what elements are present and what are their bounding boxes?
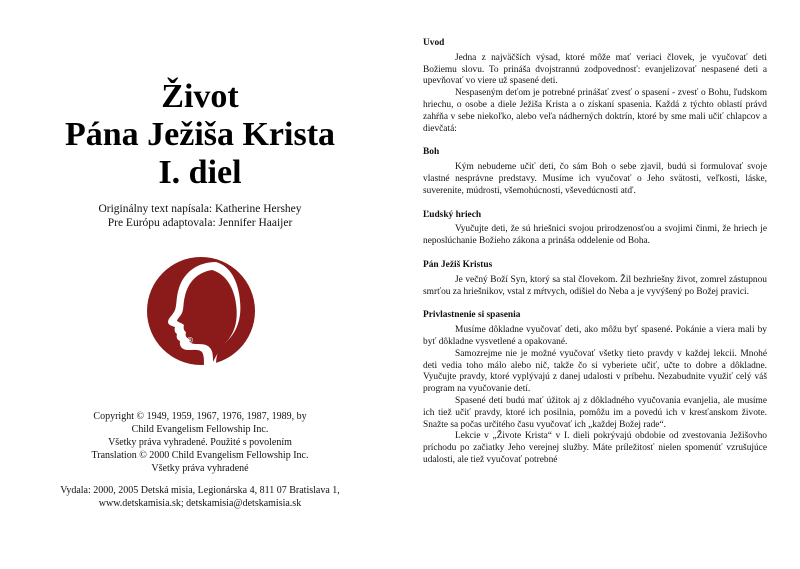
paragraph: Lekcie v „Živote Krista“ v I. dieli pokrývajú obdobie od zvestovania Ježišovho príchodu po začiatky Jeho verejnej služby. Máte príležitosť nielen spomenúť vzrušujúce udalosti, ale tiež vyučovať potrebné bbox=[423, 431, 767, 465]
copyright-line-4: Translation © 2000 Child Evangelism Fellowship Inc. bbox=[91, 450, 309, 461]
publisher-line-2: www.detskamisia.sk; detskamisia@detskamisia.sk bbox=[98, 498, 302, 509]
section-ludsky-hriech bbox=[423, 210, 767, 248]
paragraph: Vyučujte deti, že sú hriešnici svojou prirodzenosťou a svojimi činmi, že hriech je neposlúchanie Božieho zákona a prináša oddelenie od Boha. bbox=[423, 224, 767, 247]
section-heading: Úvod bbox=[423, 38, 445, 48]
publisher-line-1: Vydala: 2000, 2005 Detská misia, Legionárska 4, 811 07 Bratislava 1, bbox=[60, 485, 340, 496]
paragraph: Nespaseným deťom je potrebné prinášať zvesť o spasení - zvesť o Bohu, ľudskom hriechu, o osobe a diele Ježiša Krista a o získaní spasenia. Každá z týchto oblastí právd zahŕňa v sebe niekoľko, alebo veľa nádherných doktrín, ktoré by sme mali učiť chlapcov a dievčatá: bbox=[423, 88, 767, 134]
paragraph: Samozrejme nie je možné vyučovať všetky tieto pravdy v každej lekcii. Mnohé deti vedia toho málo alebo nič, takže čo si vyberiete učiť, učte to dobre a dôkladne. Vyučujte pravdy, ktoré vyplývajú z danej udalosti v príbehu. Nezabudnite využiť celý váš program na vyučovanie detí. bbox=[423, 348, 767, 395]
paragraph: Spasené deti budú mať úžitok aj z dôkladného vyučovania evanjelia, ale musíme ich tiež učiť pravdy, ktoré ich posilnia, pomôžu im a povedú ich v kresťanskom živote. Snažte sa počas určitého času vyučovať ich „každej Božej rade“. bbox=[423, 395, 767, 430]
copyright-line-3: Všetky práva vyhradené. Použité s povolením bbox=[108, 437, 292, 448]
paragraph: Jedna z najväčších výsad, ktoré môže mať veriaci človek, je vyučovať deti Božiemu slovu. To prináša dvojstrannú zodpovednosť: evanjelizovať nespasené deti a upevňovať vo viere už spasené deti. bbox=[423, 52, 767, 87]
copyright-line-1: Copyright © 1949, 1959, 1967, 1976, 1987, 1989, by bbox=[93, 411, 307, 422]
credit-adapter: Pre Európu adaptovala: Jennifer Haaijer bbox=[107, 217, 293, 229]
right-page bbox=[423, 38, 767, 563]
section-boh bbox=[423, 147, 767, 197]
section-uvod bbox=[423, 38, 767, 135]
section-privlastnenie-spasenia bbox=[423, 310, 767, 466]
credit-author: Originálny text napísala: Katherine Hershey bbox=[98, 203, 302, 215]
section-heading: Pán Ježiš Kristus bbox=[423, 259, 493, 270]
paragraph: Je večný Boží Syn, ktorý sa stal človekom. Žil bezhriešny život, zomrel zástupnou smrťou za hriešnikov, vstal z mŕtvych, odišiel do Neba a je vyvýšený po Božej pravici. bbox=[423, 274, 767, 297]
title-line-2: Pána Ježiša Krista bbox=[64, 116, 336, 153]
section-heading: Privlastnenie si spasenia bbox=[423, 310, 521, 321]
paragraph: Kým nebudeme učiť deti, čo sám Boh o sebe zjavil, budú si formulovať svoje vlastné nesprávne predstavy. Musíme ich vyučovať o Jeho svätosti, veľkosti, láske, suverenite, múdrosti, všemohúcnosti, vševedúcnosti atď. bbox=[423, 162, 767, 196]
child-profile-silhouette-logo-icon bbox=[146, 256, 256, 366]
section-heading: Ľudský hriech bbox=[423, 209, 482, 220]
section-heading: Boh bbox=[423, 147, 440, 158]
copyright-line-2: Child Evangelism Fellowship Inc. bbox=[131, 424, 269, 435]
title-line-1: Život bbox=[161, 78, 239, 115]
title-line-3: I. diel bbox=[158, 154, 242, 191]
copyright-line-5: Všetky práva vyhradené bbox=[151, 463, 249, 474]
registered-mark: ® bbox=[186, 336, 194, 345]
paragraph: Musíme dôkladne vyučovať deti, ako môžu byť spasené. Pokánie a viera mali by byť dôkladne vysvetlené a opakované. bbox=[423, 325, 767, 347]
section-pan-jezis-kristus bbox=[423, 260, 767, 298]
